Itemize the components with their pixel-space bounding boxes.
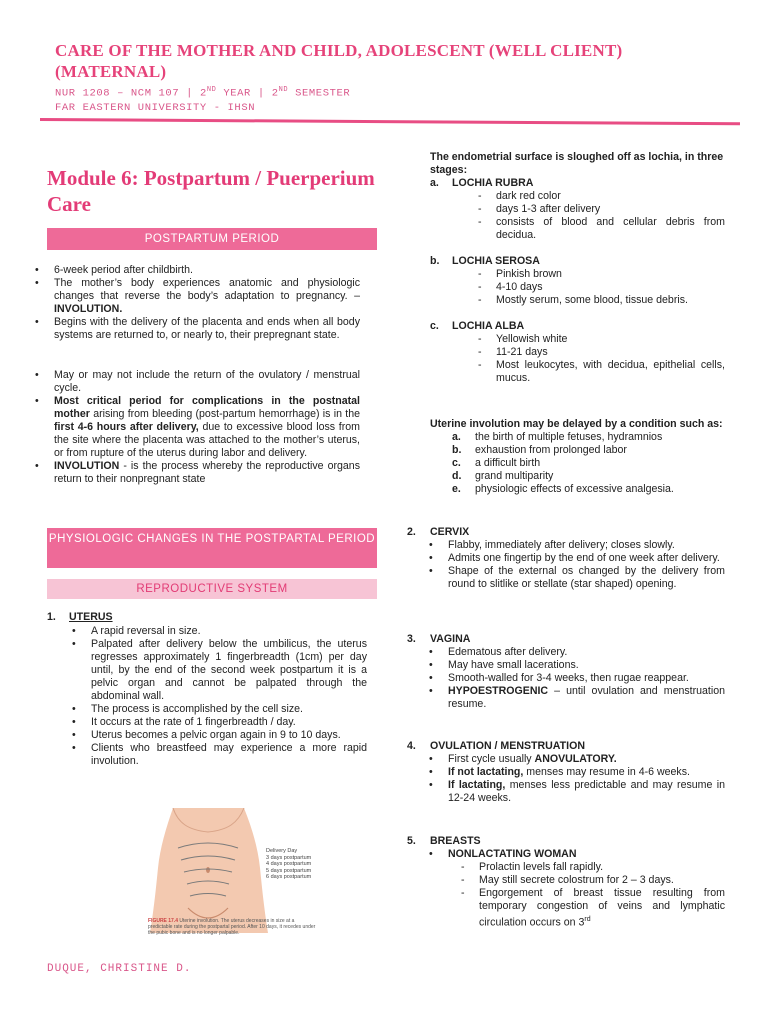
physiologic-changes-heading: PHYSIOLOGIC CHANGES IN THE POSTPARTAL PERIOD (47, 528, 377, 568)
list-item: • 6-week period after childbirth. (32, 264, 360, 277)
figure-caption: FIGURE 17.4 Uterine involution. The uterus decreases in size at a predictable rate during the postpartal period. After 10 days, it recedes under the pubic bone and is no longer palpable. (148, 918, 316, 936)
module-title: Module 6: Postpartum / Puerperium Care (47, 166, 375, 216)
list-item: • INVOLUTION - is the process whereby the reproductive organs return to their nonpregnant state (32, 460, 360, 486)
list-item: • Begins with the delivery of the placenta and ends when all body systems are returned to, or nearly to, their prepregnant state. (32, 316, 360, 342)
list-item: - 4-10 days (474, 281, 725, 294)
list-item: • First cycle usually ANOVULATORY. (426, 753, 725, 766)
list-item: c. a difficult birth (452, 457, 541, 469)
list-item: • If lactating, menses less predictable and may resume in 12-24 weeks. (426, 779, 725, 805)
list-item: • If not lactating, menses may resume in 4-6 weeks. (426, 766, 725, 779)
lochia-section (430, 151, 725, 385)
list-item: - Engorgement of breast tissue resulting from temporary congestion of veins and lymphatic circulation occurs on 3rd (457, 887, 725, 930)
list-item: • Shape of the external os changed by the delivery from round to slitlike or stellate (star shaped) opening. (426, 565, 725, 591)
list-item: • Flabby, immediately after delivery; closes slowly. (426, 539, 725, 552)
list-item: e. physiologic effects of excessive analgesia. (452, 483, 674, 495)
reproductive-system-heading: REPRODUCTIVE SYSTEM (47, 579, 377, 599)
header-divider (40, 118, 740, 125)
list-item: • May have small lacerations. (426, 659, 725, 672)
list-item: • Uterus becomes a pelvic organ again in 9 to 10 days. (69, 729, 367, 742)
list-item: - days 1-3 after delivery (474, 203, 725, 216)
ovulation-section: 4. OVULATION / MENSTRUATION • First cycle usually ANOVULATORY. • If not lactating, menses may resume in 4-6 weeks. • If lactating, menses less predictable and may resume in 12-24 weeks. (407, 740, 725, 805)
list-item: • May or may not include the return of the ovulatory / menstrual cycle. (32, 369, 360, 395)
list-item: - consists of blood and cellular debris from decidua. (474, 216, 725, 242)
breasts-title: BREASTS (430, 835, 481, 847)
ovulation-title: OVULATION / MENSTRUATION (430, 740, 585, 752)
lochia-rubra: a. LOCHIA RUBRA - dark red color - days 1-3 after delivery - consists of blood and cellular debris from decidua. (430, 177, 725, 242)
cervix-section: 2. CERVIX • Flabby, immediately after delivery; closes slowly. • Admits one fingertip by the end of one week after delivery. • Shape of the external os changed by the delivery from round to slitlike or stellate (star shaped) opening. (407, 526, 725, 591)
list-item: - Prolactin levels fall rapidly. (457, 861, 725, 874)
uterus-title: UTERUS (69, 611, 113, 623)
list-item: • The mother’s body experiences anatomic and physiologic changes that reverse the body’s adaptation to pregnancy. – INVOLUTION. (32, 277, 360, 316)
school-name: FAR EASTERN UNIVERSITY - IHSN (55, 102, 256, 114)
list-item: • It occurs at the rate of 1 fingerbreadth / day. (69, 716, 367, 729)
lochia-intro: The endometrial surface is sloughed off as lochia, in three stages: (430, 151, 724, 176)
involution-delay-section: Uterine involution may be delayed by a condition such as: a. the birth of multiple fetuses, hydramnios b. exhaustion from prolonged labor c. a difficult birth d. grand multiparity e. physiologic effects of excessive analgesia. (430, 418, 725, 496)
cervix-title: CERVIX (430, 526, 470, 538)
author-footer: DUQUE, CHRISTINE D. (47, 963, 192, 975)
list-item: d. grand multiparity (452, 470, 554, 482)
vagina-section: 3. VAGINA • Edematous after delivery. • May have small lacerations. • Smooth-walled for 3-4 weeks, then rugae reappear. • HYPOESTROGENIC – until ovulation and menstruation resume. (407, 633, 725, 711)
uterus-section: 1. UTERUS • A rapid reversal in size. • Palpated after delivery below the umbilicus, the uterus regresses approximately 1 fingerbreadth (1cm) per day until, by the end of the second week postpartum it is a pelvic organ and cannot be palpated through the abdominal wall. • The process is accomplished by the cell size. • It occurs at the rate of 1 fingerbreadth / day. • Uterus becomes a pelvic organ again in 9 to 10 days. • Clients who breastfeed may experience a more rapid involution. (47, 611, 367, 768)
list-item: • Clients who breastfeed may experience a more rapid involution. (69, 742, 367, 768)
list-item: - Pinkish brown (474, 268, 725, 281)
list-item: - Mostly serum, some blood, tissue debris. (474, 294, 725, 307)
uterine-involution-figure (148, 808, 338, 943)
postpartum-bullets-2 (32, 369, 360, 486)
list-item: • Palpated after delivery below the umbilicus, the uterus regresses approximately 1 fingerbreadth (1cm) per day until, by the end of the second week postpartum it is a pelvic organ and cannot be palpated through the abdominal wall. (69, 638, 367, 703)
lochia-serosa: b. LOCHIA SEROSA - Pinkish brown - 4-10 days - Mostly serum, some blood, tissue debris. (430, 255, 725, 307)
list-item: b. exhaustion from prolonged labor (452, 444, 627, 456)
list-item: - Most leukocytes, with decidua, epithelial cells, mucus. (474, 359, 725, 385)
list-item: - May still secrete colostrum for 2 – 3 days. (457, 874, 725, 887)
list-item: • Edematous after delivery. (426, 646, 725, 659)
list-item: • HYPOESTROGENIC – until ovulation and menstruation resume. (426, 685, 725, 711)
postpartum-period-heading: POSTPARTUM PERIOD (47, 228, 377, 250)
list-item: • NONLACTATING WOMAN (426, 848, 725, 861)
list-item: • Admits one fingertip by the end of one week after delivery. (426, 552, 725, 565)
lochia-alba: c. LOCHIA ALBA - Yellowish white - 11-21 days - Most leukocytes, with decidua, epithelial cells, mucus. (430, 320, 725, 385)
figure-legend: Delivery Day 3 days postpartum 4 days postpartum 5 days postpartum 6 days postpartum (266, 848, 312, 880)
list-item: • Smooth-walled for 3-4 weeks, then rugae reappear. (426, 672, 725, 685)
list-item: • The process is accomplished by the cell size. (69, 703, 367, 716)
delay-list (452, 431, 725, 496)
list-item: • Most critical period for complications in the postnatal mother arising from bleeding (post-partum hemorrhage) is in the first 4-6 hours after delivery, due to excessive blood loss from the site where the placenta was attached to the mother’s uterus, or from rupture of the uterus during labor and delivery. (32, 395, 360, 460)
list-item: • A rapid reversal in size. (69, 625, 367, 638)
vagina-title: VAGINA (430, 633, 471, 645)
list-item: - Yellowish white (474, 333, 725, 346)
postpartum-bullets (32, 264, 360, 342)
course-line: NUR 1208 – NCM 107 | 2ND YEAR | 2ND SEMESTER (55, 86, 351, 100)
breasts-section: 5. BREASTS • NONLACTATING WOMAN - Prolactin levels fall rapidly. - May still secrete colostrum for 2 – 3 days. - Engorgement of breast tissue resulting from temporary congestion of veins and lymphatic circulation occurs on 3rd (407, 835, 725, 930)
list-item: - dark red color (474, 190, 725, 203)
list-item: - 11-21 days (474, 346, 725, 359)
list-item: a. the birth of multiple fetuses, hydramnios (452, 431, 663, 443)
uterus-list (69, 625, 367, 768)
document-title: CARE OF THE MOTHER AND CHILD, ADOLESCENT (WELL CLIENT) (MATERNAL) (55, 41, 623, 81)
